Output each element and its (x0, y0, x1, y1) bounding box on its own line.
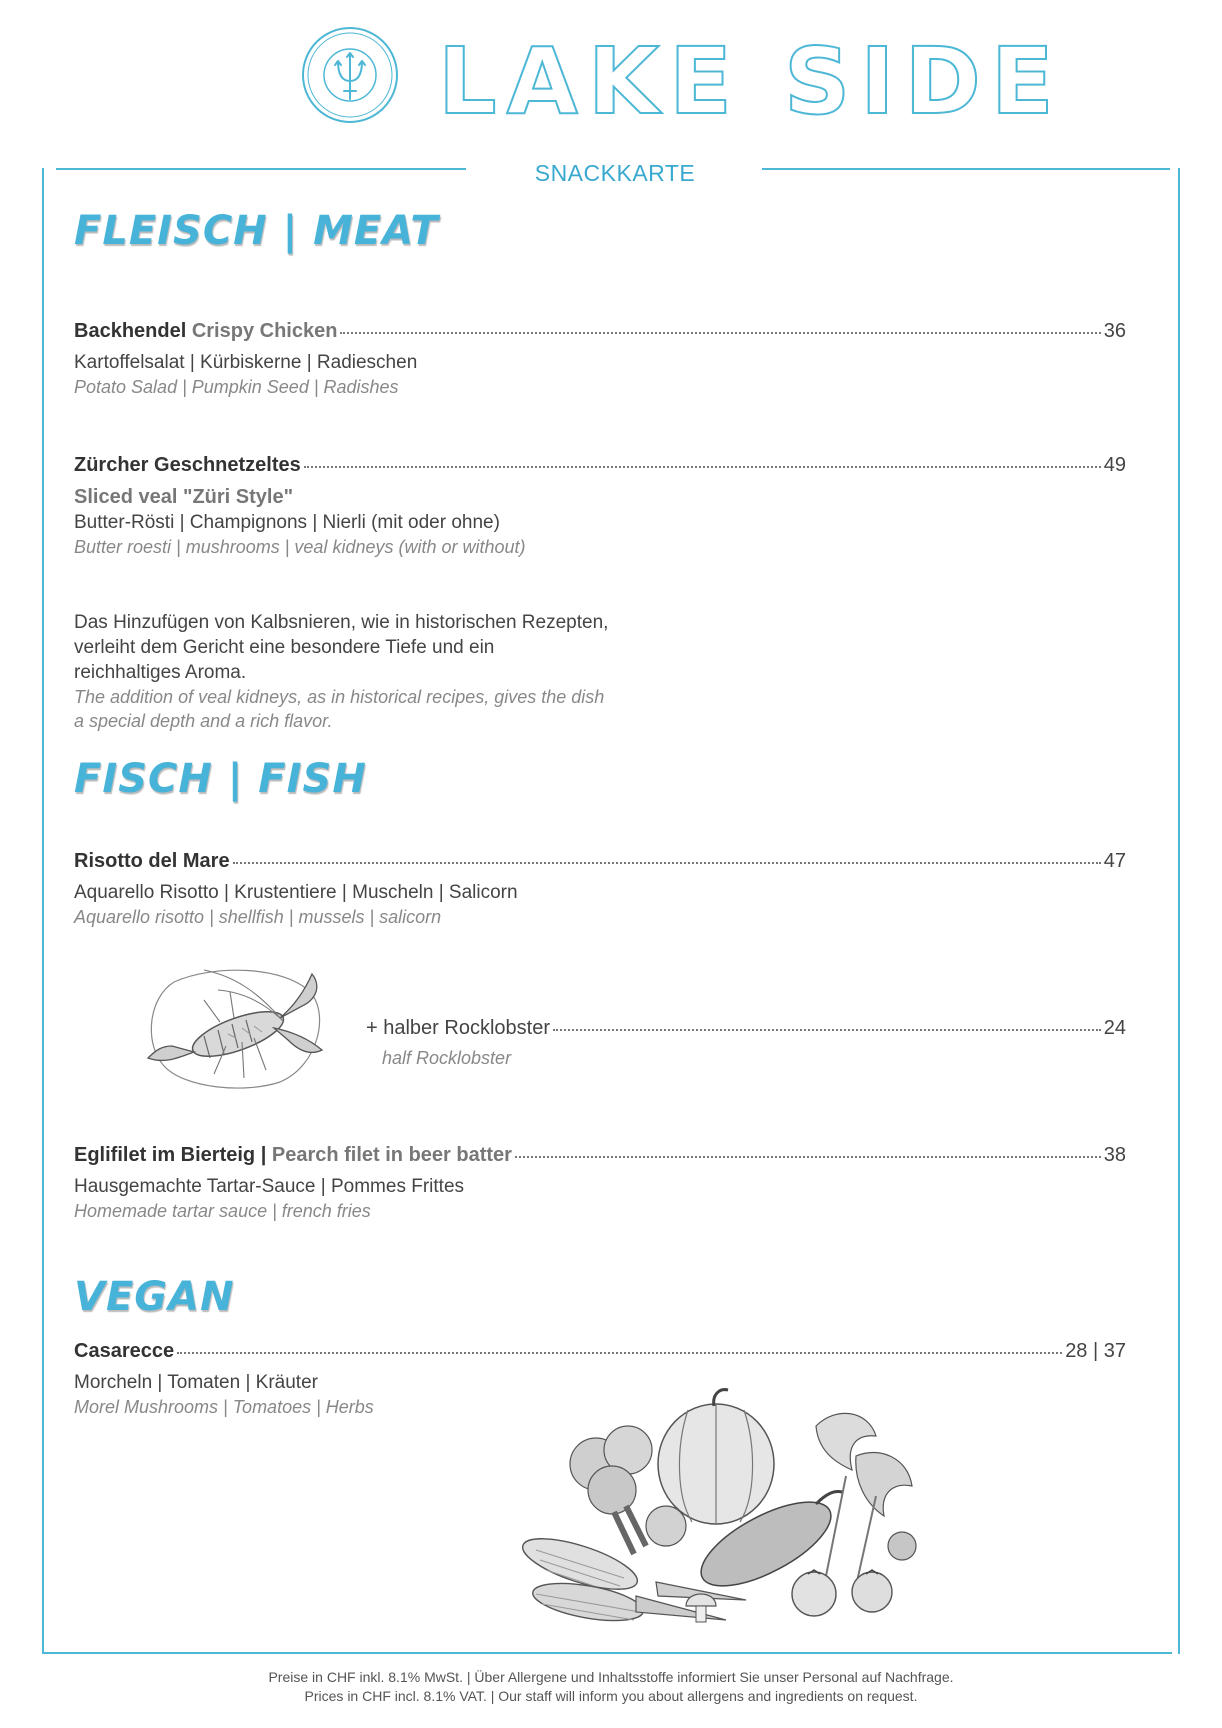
section-heading-vegan: VEGAN (74, 1274, 235, 1320)
item-row (74, 320, 1126, 350)
menu-item (74, 320, 1126, 399)
item-name (74, 320, 337, 343)
item-description-de: Kartoffelsalat | Kürbiskerne | Radieschen (74, 352, 418, 373)
note-de-line: verleiht dem Gericht eine besondere Tiefe und ein (74, 637, 495, 658)
dot-leader (233, 862, 1101, 864)
footer-line-de: Preise in CHF inkl. 8.1% MwSt. | Über Allergene und Inhaltsstoffe informiert Sie unser Personal auf Nachfrage. (268, 1669, 954, 1685)
addon-name-en: half Rocklobster (382, 1048, 512, 1068)
item-name-de: Backhendel (74, 320, 187, 342)
footer-line-en: Prices in CHF incl. 8.1% VAT. | Our staff will inform you about allergens and ingredients on request. (304, 1688, 918, 1704)
kidney-note (74, 610, 694, 733)
dot-leader (553, 1029, 1101, 1031)
item-price: 36 (1103, 320, 1126, 342)
frame-right (1178, 168, 1180, 1654)
logo-text: LAKE SIDE (438, 28, 1064, 135)
item-name-de: Zürcher Geschnetzeltes (74, 454, 301, 476)
item-row (74, 1144, 1126, 1174)
item-name-de: Casarecce (74, 1340, 175, 1362)
note-en-line: a special depth and a rich flavor. (74, 711, 333, 731)
item-price: 24 (1103, 1017, 1126, 1039)
frame-top-left (56, 168, 466, 170)
item-description-en: Potato Salad | Pumpkin Seed | Radishes (74, 377, 399, 397)
item-description-en: Homemade tartar sauce | french fries (74, 1201, 371, 1221)
logo-emblem (300, 25, 400, 125)
frame-bottom (42, 1652, 1172, 1654)
item-description-en: Butter roesti | mushrooms | veal kidneys (with or without) (74, 537, 526, 557)
item-row (74, 454, 1126, 484)
item-name-de: Risotto del Mare (74, 850, 230, 872)
menu-item (74, 454, 1126, 559)
item-row (74, 1340, 1126, 1370)
menu-subtitle: SNACKKARTE (534, 160, 696, 186)
item-name-en: Pearch filet in beer batter (271, 1144, 512, 1166)
item-description-de: Hausgemachte Tartar-Sauce | Pommes Frittes (74, 1176, 465, 1197)
note-de-line: Das Hinzufügen von Kalbsnieren, wie in historischen Rezepten, (74, 612, 609, 633)
frame-left (42, 168, 44, 1654)
menu-item (74, 850, 1126, 929)
item-description-de: Morcheln | Tomaten | Kräuter (74, 1372, 318, 1393)
dot-leader (177, 1352, 1062, 1354)
dot-leader (340, 332, 1100, 334)
item-description-de: Butter-Rösti | Champignons | Nierli (mit oder ohne) (74, 512, 500, 533)
item-row (74, 850, 1126, 880)
item-name (74, 1144, 512, 1167)
addon-item (366, 1016, 1126, 1070)
dot-leader (515, 1156, 1101, 1158)
menu-item (74, 1144, 1126, 1223)
item-row (366, 1016, 1126, 1046)
item-name-de: Eglifilet im Bierteig (74, 1144, 256, 1166)
lobster-icon (134, 962, 330, 1092)
item-description-de: Aquarello Risotto | Krustentiere | Muscheln | Salicorn (74, 882, 518, 903)
note-en-line: The addition of veal kidneys, as in historical recipes, gives the dish (74, 687, 605, 707)
item-price: 38 (1103, 1144, 1126, 1166)
item-name-en: Sliced veal "Züri Style" (74, 486, 294, 508)
trident-icon (300, 25, 400, 125)
vegetables-icon (516, 1386, 936, 1638)
vegetables-illustration (516, 1386, 936, 1638)
item-description-en: Morel Mushrooms | Tomatoes | Herbs (74, 1397, 374, 1417)
item-price: 28 | 37 (1065, 1340, 1126, 1362)
dot-leader (304, 466, 1101, 468)
item-name-en: Crispy Chicken (191, 320, 338, 342)
addon-name-de: + halber Rocklobster (366, 1017, 550, 1039)
footer-note (0, 1668, 1222, 1706)
item-price: 47 (1103, 850, 1126, 872)
section-heading-meat: FLEISCH | MEAT (74, 208, 439, 254)
name-separator: | (255, 1144, 272, 1166)
item-description-en: Aquarello risotto | shellfish | mussels | salicorn (74, 907, 442, 927)
note-de-line: reichhaltiges Aroma. (74, 662, 247, 683)
section-heading-fish: FISCH | FISH (74, 756, 367, 802)
lobster-illustration (134, 962, 330, 1092)
item-price: 49 (1103, 454, 1126, 476)
frame-top-right (762, 168, 1170, 170)
